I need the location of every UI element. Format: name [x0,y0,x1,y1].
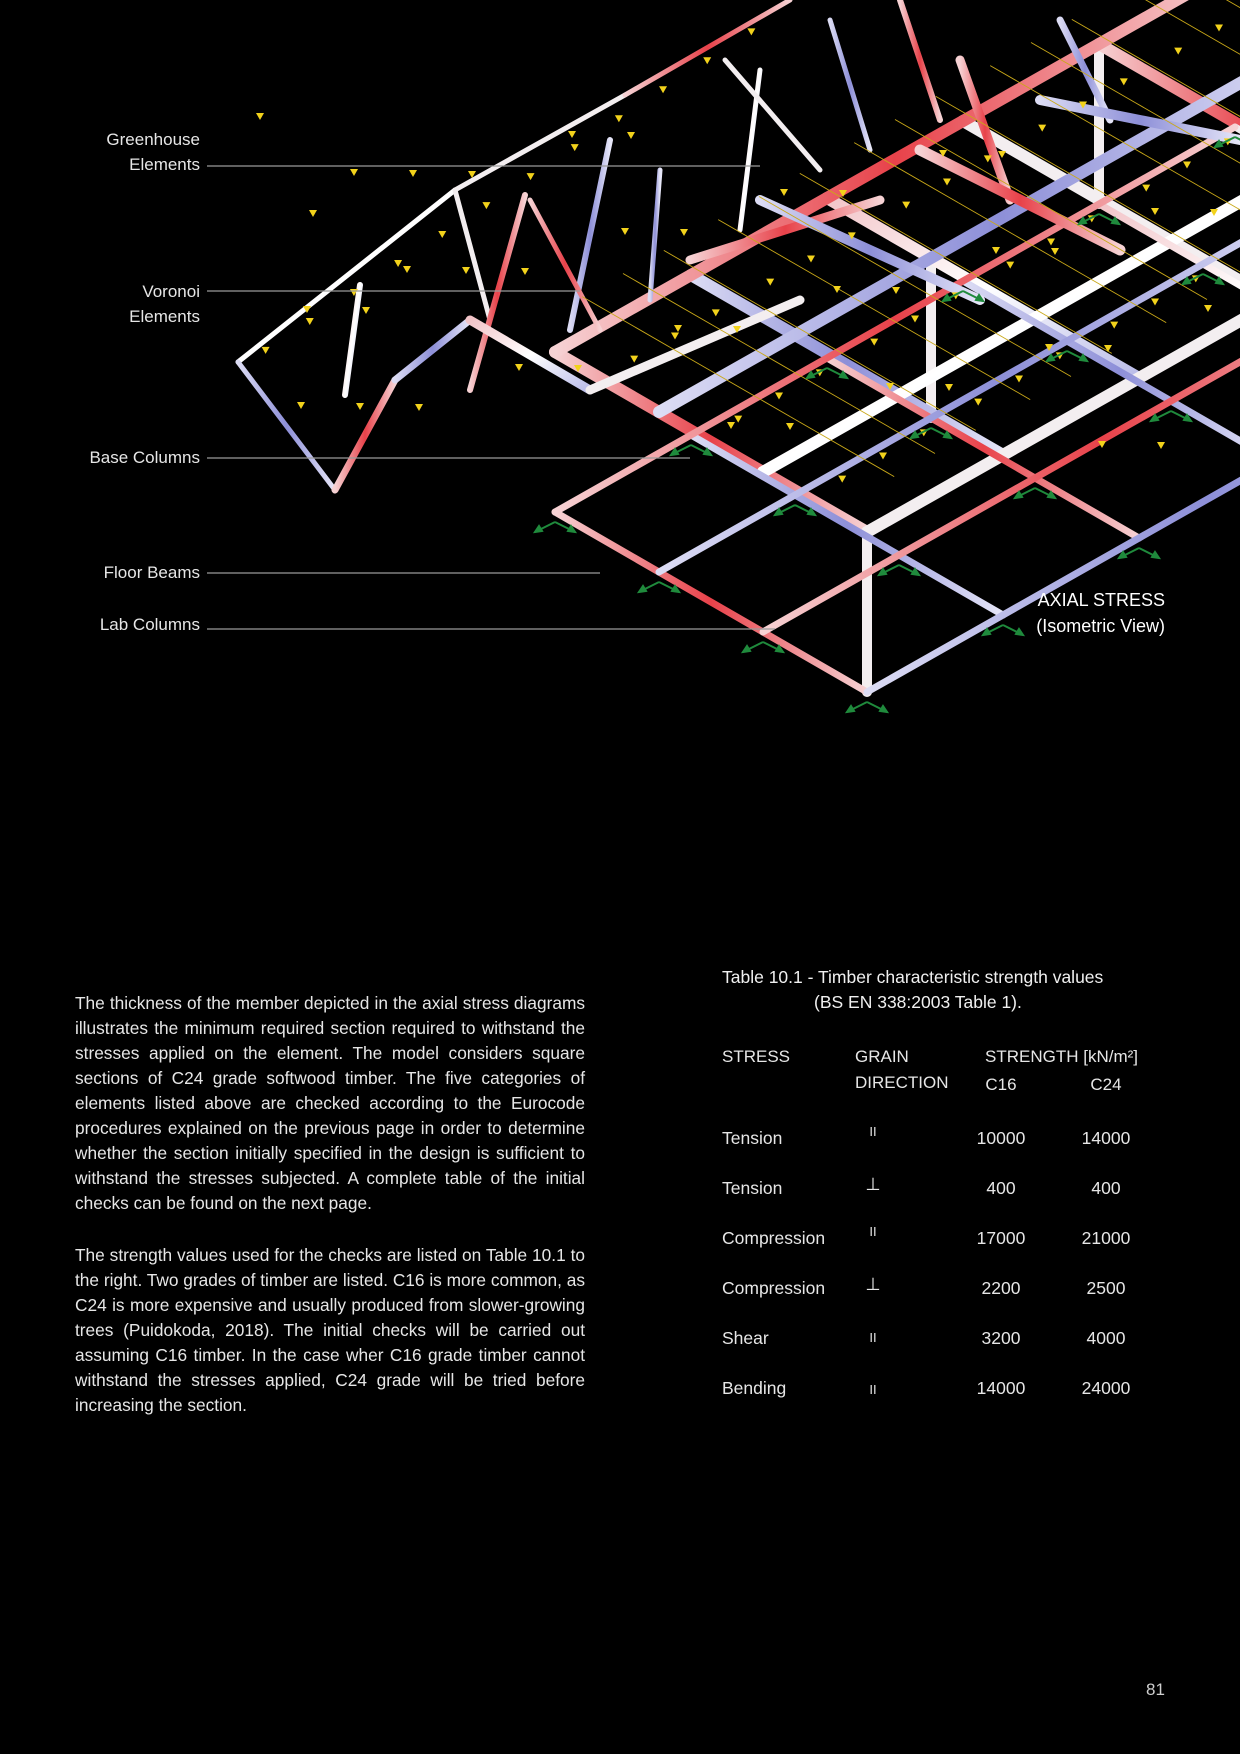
row-c24: 24000 [1081,1378,1131,1398]
row-direction: II [869,1382,877,1397]
label-floor-beams: Floor Beams [103,563,200,582]
load-arrow [409,170,417,177]
load-arrow [659,86,667,93]
row-direction: II [869,1330,877,1345]
load-arrow [1142,185,1150,192]
structural-member [238,362,335,490]
load-arrow [974,399,982,406]
load-arrow [521,268,529,275]
row-stress: Tension [722,1128,783,1148]
structural-member [555,0,1235,352]
row-direction: II [869,1224,877,1239]
load-arrow [438,231,446,238]
header-direction: DIRECTION [855,1073,949,1092]
load-arrow [671,333,679,340]
structural-member [530,200,600,330]
load-arrow [747,28,755,35]
load-arrow [766,279,774,286]
load-arrow [703,57,711,64]
header-c24: C24 [1090,1075,1122,1094]
load-arrow [674,325,682,332]
row-c16: 400 [986,1178,1016,1198]
label-lab-columns: Lab Columns [99,615,200,634]
row-c24: 400 [1091,1178,1121,1198]
load-arrow [462,267,470,274]
diagram-title-line1: AXIAL STRESS [1037,590,1165,610]
load-arrow [712,309,720,316]
structural-member [900,0,940,120]
load-arrow [627,132,635,139]
load-arrow [943,179,951,186]
label-base-columns: Base Columns [89,448,200,467]
structural-member [625,0,790,95]
row-c24: 4000 [1086,1328,1126,1348]
structural-member [963,281,1240,461]
load-arrow [615,115,623,122]
load-arrow [807,256,815,263]
load-arrow [1174,48,1182,55]
load-arrow [838,476,846,483]
load-arrow [415,404,423,411]
row-c16: 14000 [976,1378,1026,1398]
paragraph-1: The thickness of the member depicted in the axial stress diagrams illustrates the minimum required section required to withstand the stresses applied on the element. The model considers square sections of C24 grade softwood timber. The five categories of elements listed above are checked according to the Eurocode procedures explained on the previous page in order to determine whether the section initially specified in the design is sufficient to withstand the stresses subjected. A complete table of the initial checks can be found on the next page. [75,993,585,1213]
load-arrow [1047,239,1055,246]
diagram-title-line2: (Isometric View) [1036,616,1165,636]
page-number: 81 [1146,1680,1165,1699]
load-arrow [262,347,270,354]
table-caption-line1: Table 10.1 - Timber characteristic strength values [722,967,1104,987]
row-c24: 14000 [1081,1128,1131,1148]
row-c24: 21000 [1081,1228,1131,1248]
load-arrow [1215,25,1223,32]
load-arrow [571,144,579,151]
load-arrow [1183,162,1191,169]
load-arrow [515,364,523,371]
structural-member [650,170,660,300]
load-arrow [356,403,364,410]
load-arrow [1110,322,1118,329]
row-stress: Bending [722,1378,787,1398]
header-stress: STRESS [722,1047,791,1066]
label-greenhouse-elements: Greenhouse Elements [106,130,200,174]
support-icon [847,702,887,712]
row-direction: II [869,1124,877,1139]
load-arrow [727,422,735,429]
row-direction: ⊥ [865,1174,881,1194]
table-caption-line2: (BS EN 338:2003 Table 1). [814,992,1022,1012]
row-stress: Tension [722,1178,783,1198]
label-voronoi-elements: Voronoi Elements [129,282,200,326]
load-arrow [1015,376,1023,383]
load-arrow [527,173,535,180]
diagram-title [1036,587,1165,639]
load-arrow [350,169,358,176]
structural-member [395,320,470,380]
header-c16: C16 [985,1075,1017,1094]
load-arrow [630,356,638,363]
structural-member [345,285,360,395]
structural-member [455,190,490,320]
load-arrow [1051,248,1059,255]
header-grain: GRAIN [855,1047,909,1066]
structural-member [867,147,1240,532]
load-arrow [775,393,783,400]
load-arrow [680,229,688,236]
row-stress: Compression [722,1278,826,1298]
load-arrow [1204,305,1212,312]
load-arrow [879,453,887,460]
table-caption [722,965,1103,1015]
paragraph-2: The strength values used for the checks are listed on Table 10.1 to the right. Two grades of timber are listed. C16 is more common, as C24 is more expensive and usually produced from slower-growing trees (Puidokoda, 2018). The initial checks will be carried out assuming C16 timber. In the case wher C16 grade timber cannot withstand the stresses applied, C24 grade will be tried before increasing the section. [75,1245,585,1415]
load-arrow [621,228,629,235]
load-arrow [902,202,910,209]
load-arrow [306,318,314,325]
row-c16: 17000 [976,1228,1026,1248]
load-arrow [297,402,305,409]
load-arrow [1151,208,1159,215]
load-arrow [945,384,953,391]
row-c16: 2200 [981,1278,1021,1298]
row-c16: 10000 [976,1128,1026,1148]
structural-member [830,20,870,150]
row-c16: 3200 [981,1328,1021,1348]
load-arrow [892,287,900,294]
load-arrow [992,247,1000,254]
load-arrow [870,339,878,346]
load-arrow [403,266,411,273]
load-arrow [394,260,402,267]
load-arrow [568,131,576,138]
load-arrow [362,307,370,314]
row-stress: Shear [722,1328,769,1348]
load-arrow [256,113,264,120]
structural-member [470,195,525,390]
load-arrow [780,189,788,196]
row-stress: Compression [722,1228,826,1248]
load-arrow [309,210,317,217]
load-arrow [1157,442,1165,449]
load-arrow [734,416,742,423]
structural-member [725,60,820,170]
load-arrow [1006,262,1014,269]
header-strength: STRENGTH [kN/m²] [985,1047,1138,1066]
load-arrow [1151,299,1159,306]
row-direction: ⊥ [865,1274,881,1294]
load-arrow [1104,345,1112,352]
load-arrow [482,202,490,209]
load-arrow [911,316,919,323]
row-c24: 2500 [1086,1278,1126,1298]
load-arrow [1120,78,1128,85]
load-arrow [1038,125,1046,132]
structural-member [238,190,455,362]
